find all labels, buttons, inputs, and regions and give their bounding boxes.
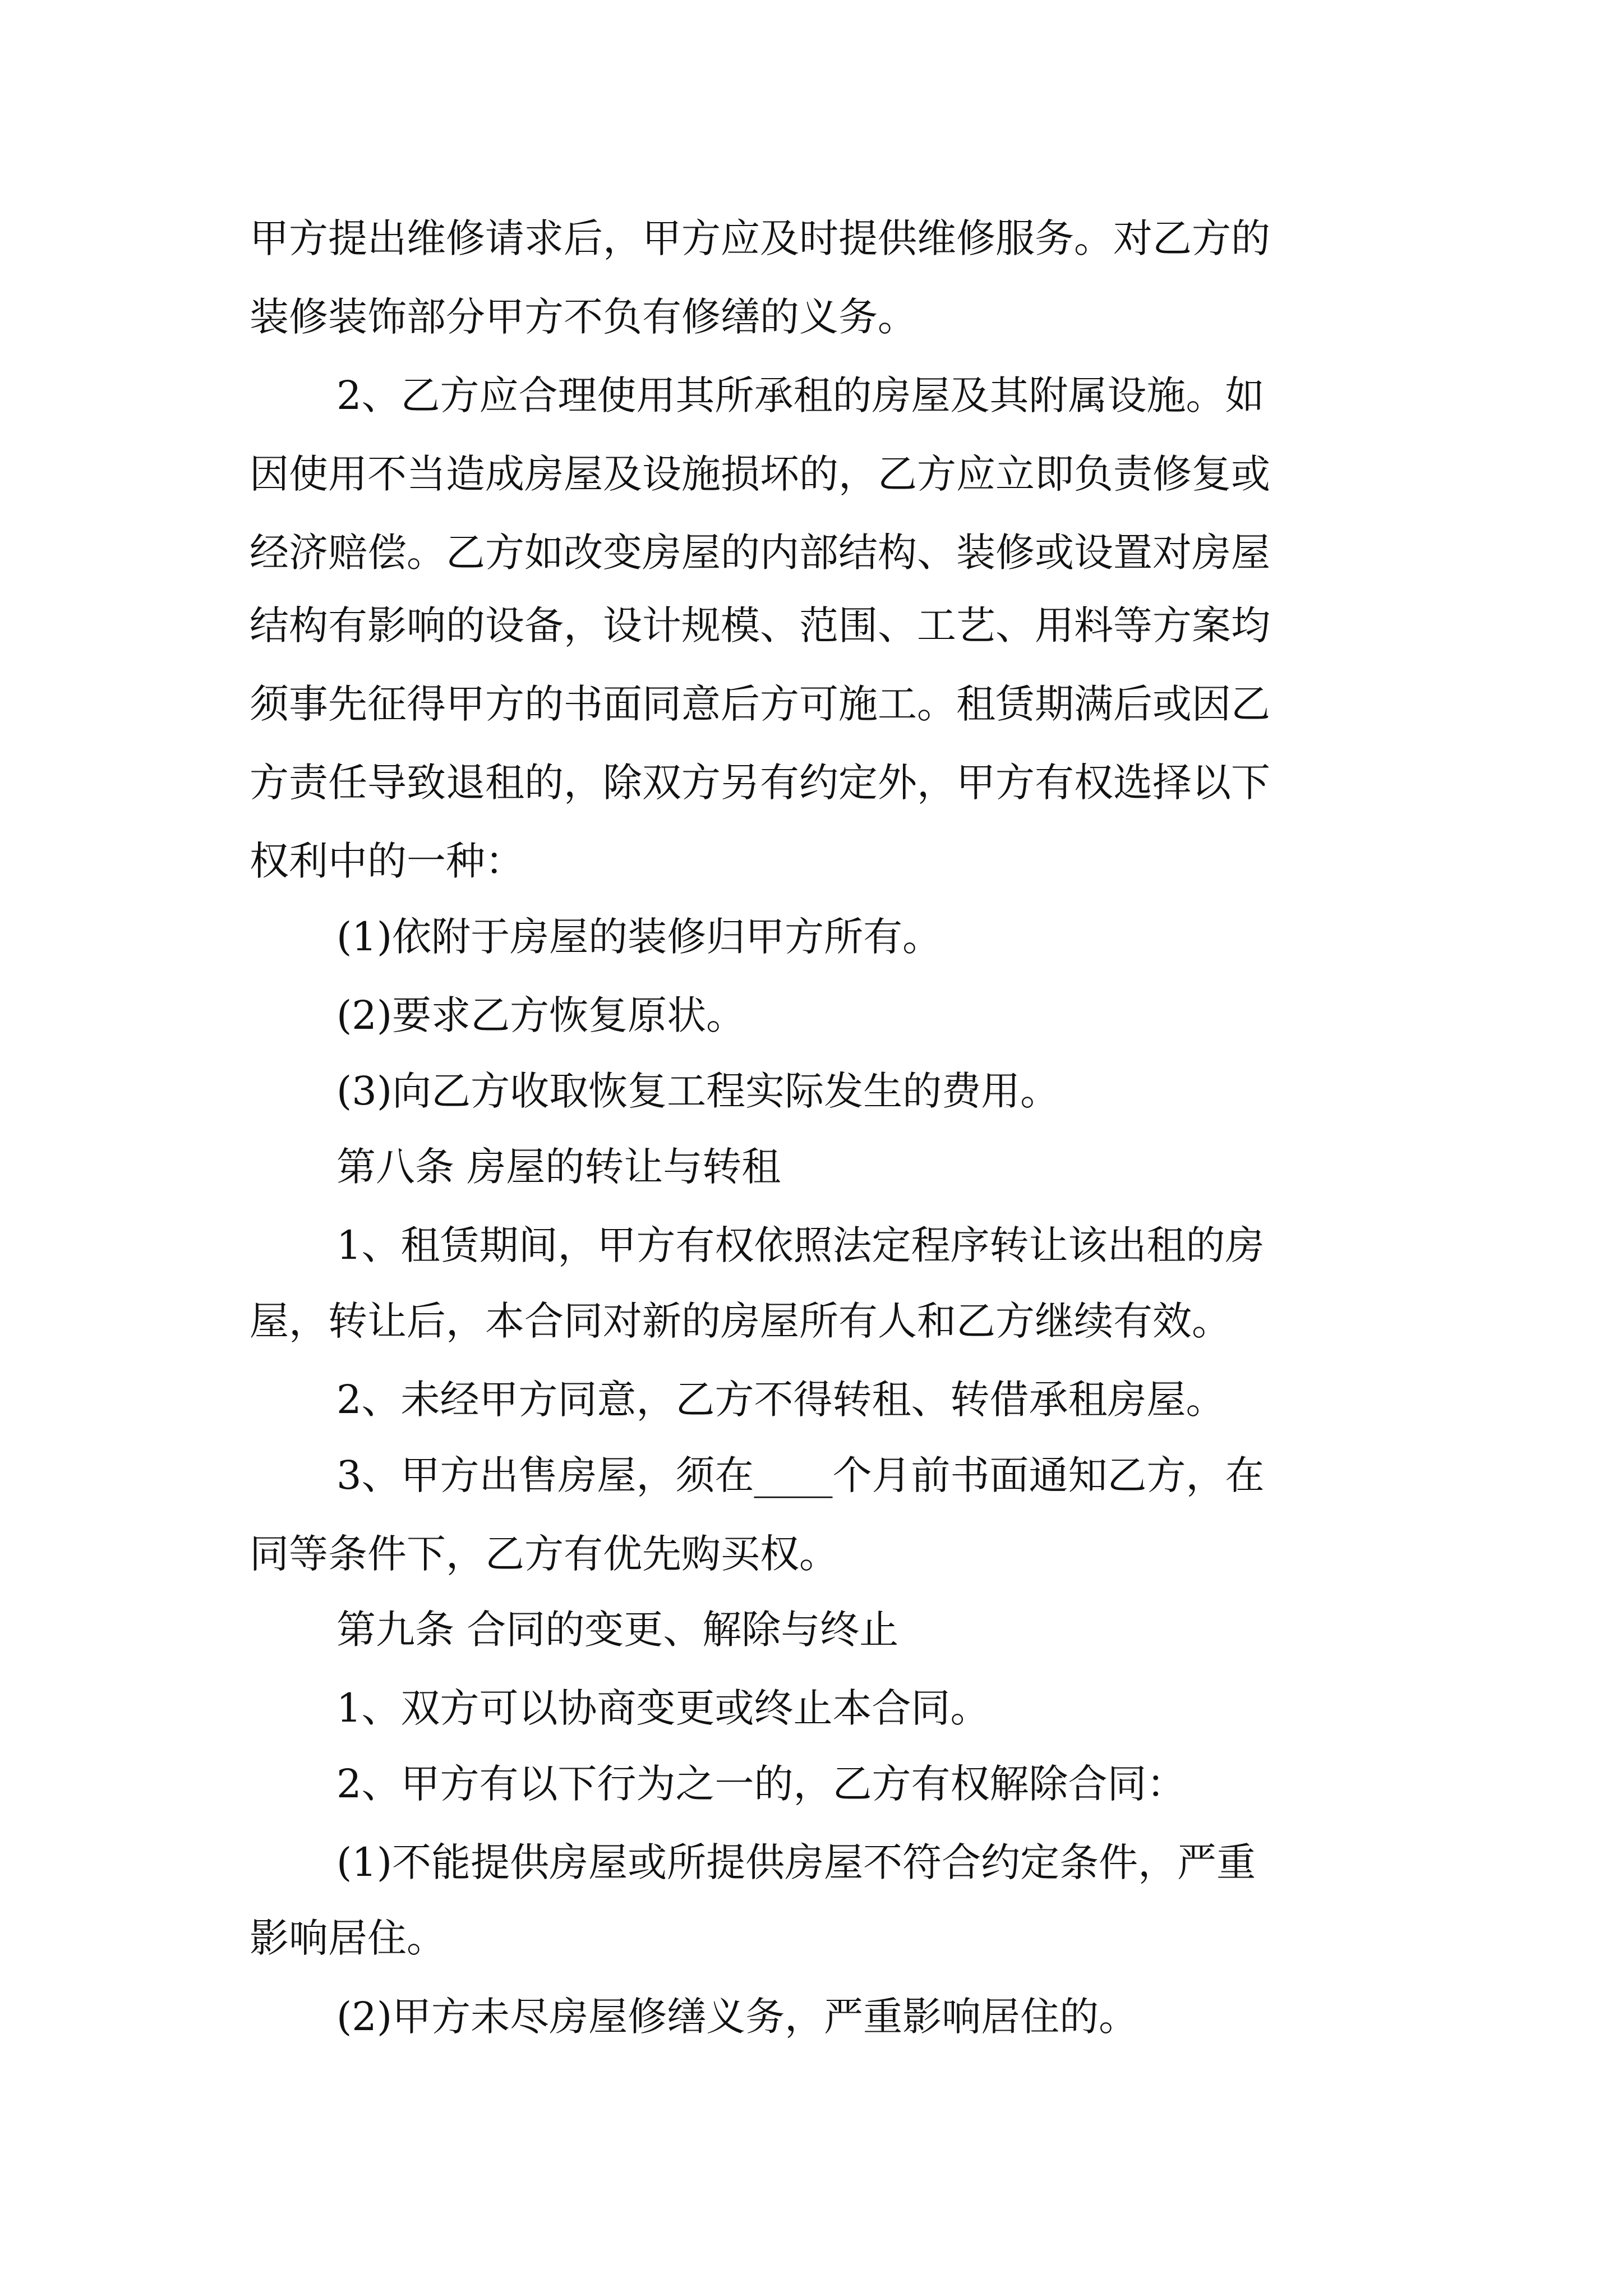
text-line: 方责任导致退租的，除双方另有约定外，甲方有权选择以下 [250,760,1270,806]
article-heading: 第八条 房屋的转让与转租 [336,1144,781,1190]
text-line: 甲方提出维修请求后，甲方应及时提供维修服务。对乙方的 [250,215,1270,261]
text-line: 2、甲方有以下行为之一的，乙方有权解除合同： [336,1761,1186,1807]
list-item: (1)依附于房屋的装修归甲方所有。 [336,914,942,960]
text-line: 2、乙方应合理使用其所承租的房屋及其附属设施。如 [336,372,1265,418]
text-line: 1、租赁期间，甲方有权依照法定程序转让该出租的房 [336,1222,1265,1268]
text-line: 同等条件下，乙方有优先购买权。 [250,1531,838,1577]
text-line: 2、未经甲方同意，乙方不得转租、转借承租房屋。 [336,1377,1225,1423]
text-line: 结构有影响的设备，设计规模、范围、工艺、用料等方案均 [250,602,1270,648]
text-line: 装修装饰部分甲方不负有修缮的义务。 [250,294,917,340]
list-item: (2)甲方未尽房屋修缮义务，严重影响居住的。 [336,1994,1138,2040]
text-line: 须事先征得甲方的书面同意后方可施工。租赁期满后或因乙 [250,681,1270,727]
list-item: (2)要求乙方恢复原状。 [336,992,746,1038]
text-line: 权利中的一种： [250,838,524,884]
list-item: (1)不能提供房屋或所提供房屋不符合约定条件，严重 [336,1839,1256,1885]
text-line: 1、双方可以协商变更或终止本合同。 [336,1685,990,1731]
article-heading: 第九条 合同的变更、解除与终止 [336,1607,899,1653]
text-line: 3、甲方出售房屋，须在____个月前书面通知乙方，在 [336,1452,1265,1498]
text-line: 影响居住。 [250,1915,446,1961]
text-line: 屋，转让后，本合同对新的房屋所有人和乙方继续有效。 [250,1298,1231,1344]
text-line: 因使用不当造成房屋及设施损坏的，乙方应立即负责修复或 [250,451,1270,497]
text-line: 经济赔偿。乙方如改变房屋的内部结构、装修或设置对房屋 [250,530,1270,576]
list-item: (3)向乙方收取恢复工程实际发生的费用。 [336,1068,1060,1114]
